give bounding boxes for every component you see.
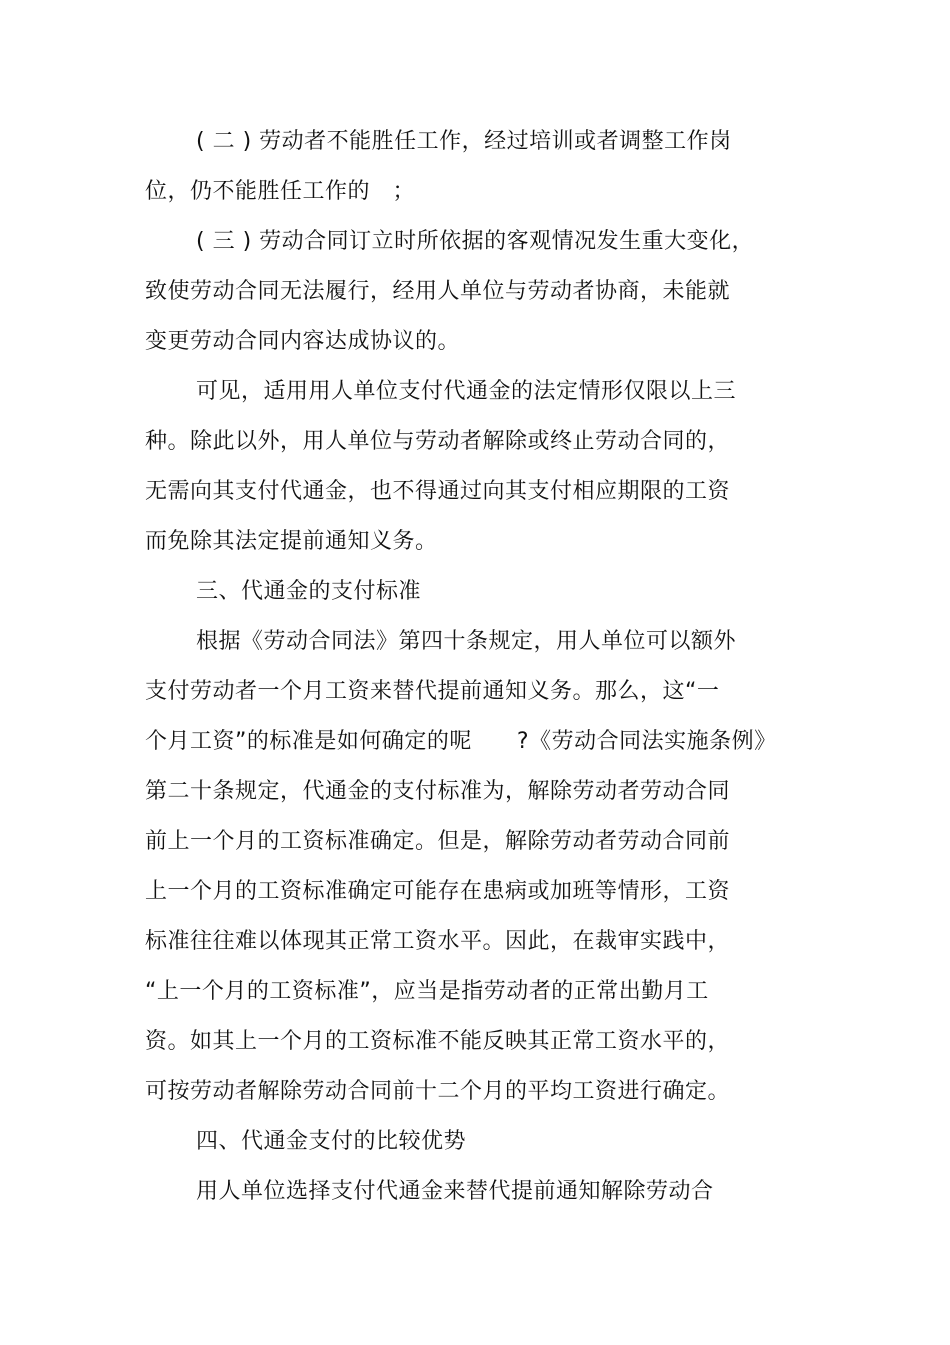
text-line: 变更劳动合同内容达成协议的。: [145, 329, 461, 354]
section-heading: 四、代通金支付的比较优势: [196, 1129, 467, 1154]
text-line: 标准往往难以体现其正常工资水平。因此，在裁审实践中，: [145, 929, 731, 954]
text-line: “上一个月的工资标准”，应当是指劳动者的正常出勤月工: [145, 979, 709, 1004]
text-line: 第二十条规定，代通金的支付标准为，解除劳动者劳动合同: [145, 779, 731, 804]
text-line: ( 二 ) 劳动者不能胜任工作，经过培训或者调整工作岗: [196, 129, 732, 154]
text-line: 根据《劳动合同法》第四十条规定，用人单位可以额外: [196, 629, 737, 654]
text-line: 个月工资”的标准是如何确定的呢 ?《劳动合同法实施条例》: [145, 729, 777, 754]
text-line: 资。如其上一个月的工资标准不能反映其正常工资水平的，: [145, 1029, 731, 1054]
text-line: 前上一个月的工资标准确定。但是，解除劳动者劳动合同前: [145, 829, 731, 854]
text-line: 上一个月的工资标准确定可能存在患病或加班等情形，工资: [145, 879, 731, 904]
text-line: 可见，适用用人单位支付代通金的法定情形仅限以上三: [196, 379, 737, 404]
text-line: ( 三 ) 劳动合同订立时所依据的客观情况发生重大变化，: [196, 229, 755, 254]
text-line: 致使劳动合同无法履行，经用人单位与劳动者协商，未能就: [145, 279, 731, 304]
text-line: 无需向其支付代通金，也不得通过向其支付相应期限的工资: [145, 479, 731, 504]
section-heading: 三、代通金的支付标准: [196, 579, 422, 604]
text-line: 用人单位选择支付代通金来替代提前通知解除劳动合: [196, 1179, 714, 1204]
text-line: 而免除其法定提前通知义务。: [145, 529, 438, 554]
text-line: 位，仍不能胜任工作的 ；: [145, 179, 416, 204]
text-line: 可按劳动者解除劳动合同前十二个月的平均工资进行确定。: [145, 1079, 731, 1104]
text-line: 支付劳动者一个月工资来替代提前通知义务。那么，这“一: [145, 679, 720, 704]
text-line: 种。除此以外，用人单位与劳动者解除或终止劳动合同的，: [145, 429, 731, 454]
